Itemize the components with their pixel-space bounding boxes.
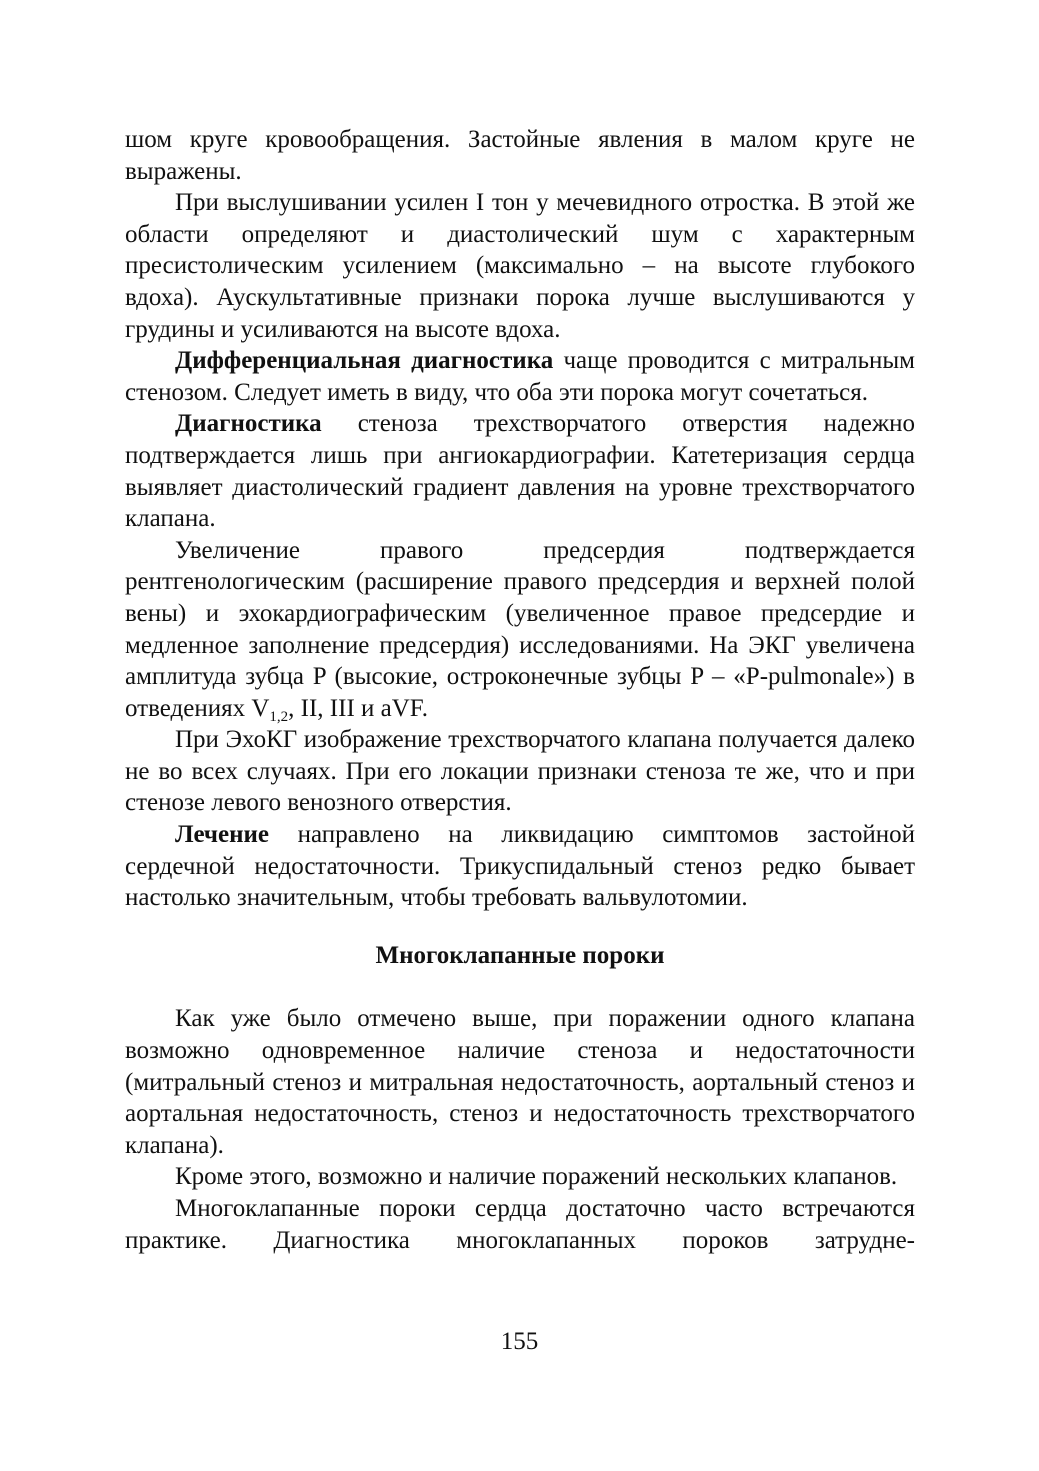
paragraph-diagnosis: [125, 408, 915, 534]
paragraph-treatment: [125, 819, 915, 914]
paragraph-text: стеноза трехстворчатого отверстия надежно подтверждается лишь при ангиокардиографии. Катетеризация сердца выявляет диастолический градиент давления на уровне трехстворчатого клапана.: [125, 410, 915, 533]
section-heading: Многоклапанные пороки: [375, 941, 665, 969]
paragraph-differential-diagnosis: [125, 345, 915, 408]
term-differential-diagnosis: Дифференциальная диагностика: [175, 347, 554, 375]
paragraph-continuation: шом круге кровообращения. Застойные явления в малом круге не выражены.: [125, 126, 915, 185]
paragraph-auscultation: При выслушивании усилен I тон у мечевидного отростка. В этой же области определяют и диастолический шум с характерным пресистолическим усилением (максимально – на высоте глубокого вдоха). Аускультативные признаки порока лучше выслушиваются у грудины и усиливаются на высоте вдоха.: [125, 189, 915, 343]
paragraph-echocg: При ЭхоКГ изображение трехстворчатого клапана получается далеко не во всех случаях. При его локации признаки стеноза те же, что и при стенозе левого венозного отверстия.: [125, 726, 915, 817]
lead-subscript: 1,2: [269, 708, 289, 725]
page-number: 155: [500, 1328, 539, 1355]
term-diagnosis: Диагностика: [175, 410, 322, 438]
paragraph-multiple-valves: Кроме этого, возможно и наличие поражений нескольких клапанов.: [175, 1163, 898, 1191]
paragraph-text: направлено на ликвидацию симптомов застойной сердечной недостаточности. Трикуспидальный стеноз редко бывает настолько значительным, чтобы требовать вальвулотомии.: [125, 821, 915, 912]
paragraph-text: , II, III и aVF.: [288, 694, 428, 722]
paragraph-single-valve: Как уже было отмечено выше, при поражении одного клапана возможно одновременное наличие стеноза и недостаточности (митральный стеноз и митральная недостаточность, аортальный стеноз и аортальная недостаточность, стеноз и недостаточность трехстворчатого клапана).: [125, 1005, 915, 1159]
page-text: [125, 124, 915, 1256]
paragraph-text: Увеличение правого предсердия подтверждается рентгенологическим (расширение правого предсердия и верхней полой вены) и эхокардиографическим (увеличенное правое предсердие и медленное заполнение предсердия) исследованиями. На ЭКГ увеличена амплитуда зубца P (высокие, остроконечные зубцы P – «P-pulmonale») в отведениях V: [125, 536, 915, 722]
paragraph-right-atrium: [125, 535, 915, 725]
paragraph-multivalve-defects: Многоклапанные пороки сердца достаточно часто встречаются практике. Диагностика многоклапанных пороков затрудне-: [125, 1195, 915, 1254]
paragraph-text: чаще проводится с митральным стенозом. Следует иметь в виду, что оба эти порока могут сочетаться.: [125, 347, 915, 406]
term-treatment: Лечение: [175, 821, 270, 849]
